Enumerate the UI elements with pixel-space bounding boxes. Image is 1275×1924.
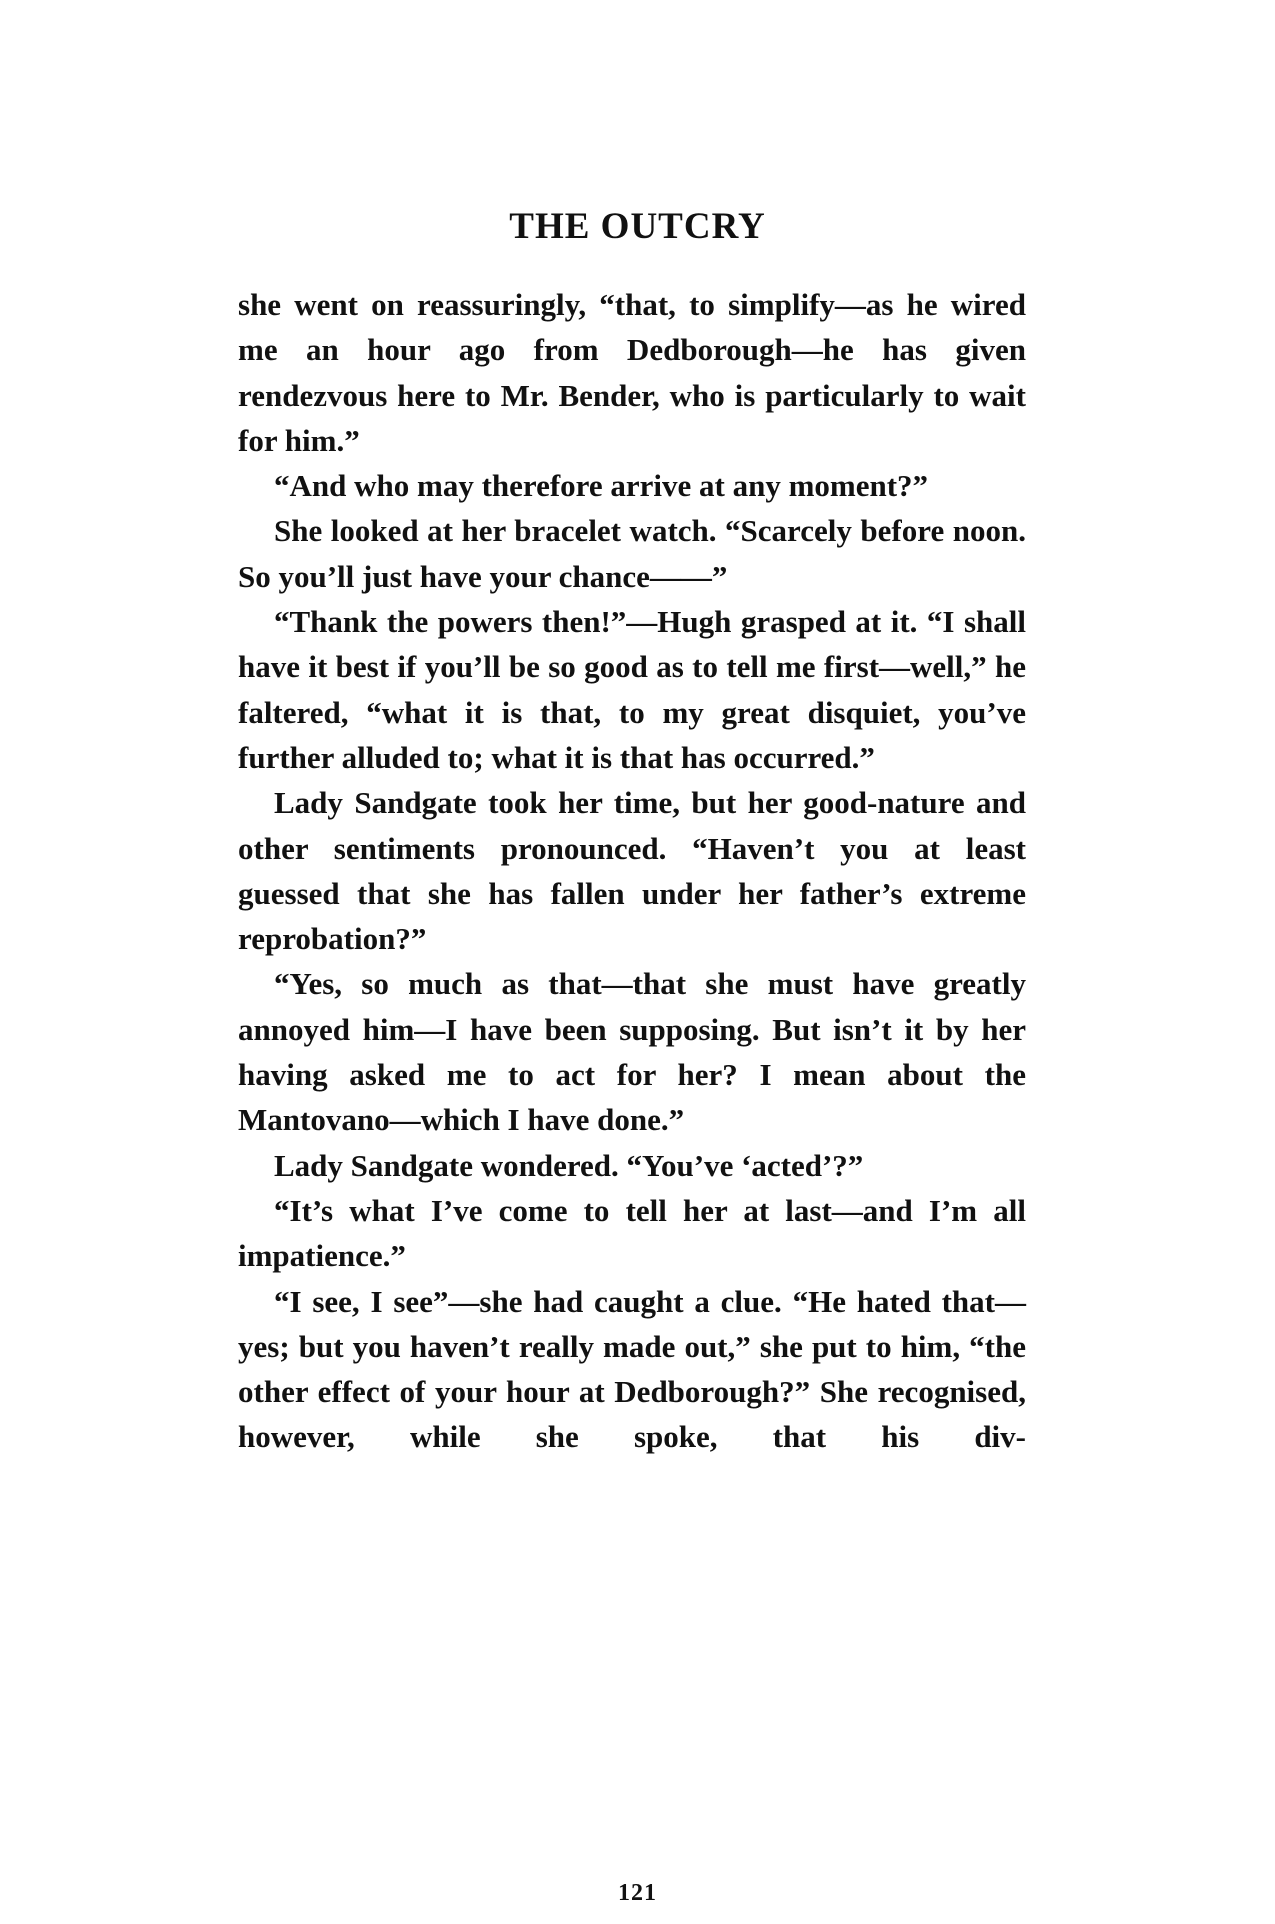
paragraph: “Thank the powers then!”—Hugh grasped at it. “I shall have it best if you’ll be so good as to tell me first—well,” he faltered, “what it is that, to my great disquiet, you’ve further alluded to; what it is that has occurred.” [238,604,1026,775]
body-text [238,282,1026,1460]
running-head: THE OUTCRY [509,206,766,247]
paragraph: “Yes, so much as that—that she must have greatly annoyed him—I have been supposing. But isn’t it by her having asked me to act for her? I mean about the Mantovano—which I have done.” [238,966,1026,1138]
page-number: 121 [618,1880,657,1906]
paragraph: She looked at her bracelet watch. “Scarcely before noon. So you’ll just have your chance——” [238,513,1026,594]
paragraph: “It’s what I’ve come to tell her at last—and I’m all impatience.” [238,1192,1026,1274]
paragraph: Lady Sandgate took her time, but her good-nature and other sentiments pronounced. “Haven’t you at least guessed that she has fallen under her father’s extreme reprobation?” [238,785,1026,957]
paragraph: “I see, I see”—she had caught a clue. “He hated that—yes; but you haven’t really made out,” she put to him, “the other effect of your hour at Dedborough?” She recognised, however, while she spoke, that his div- [238,1283,1026,1455]
paragraph: Lady Sandgate wondered. “You’ve ‘acted’?” [274,1147,864,1183]
paragraph: she went on reassuringly, “that, to simplify—as he wired me an hour ago from Dedborough—he has given rendezvous here to Mr. Bender, who is particularly to wait for him.” [238,287,1026,458]
paragraph: “And who may therefore arrive at any moment?” [274,468,929,504]
